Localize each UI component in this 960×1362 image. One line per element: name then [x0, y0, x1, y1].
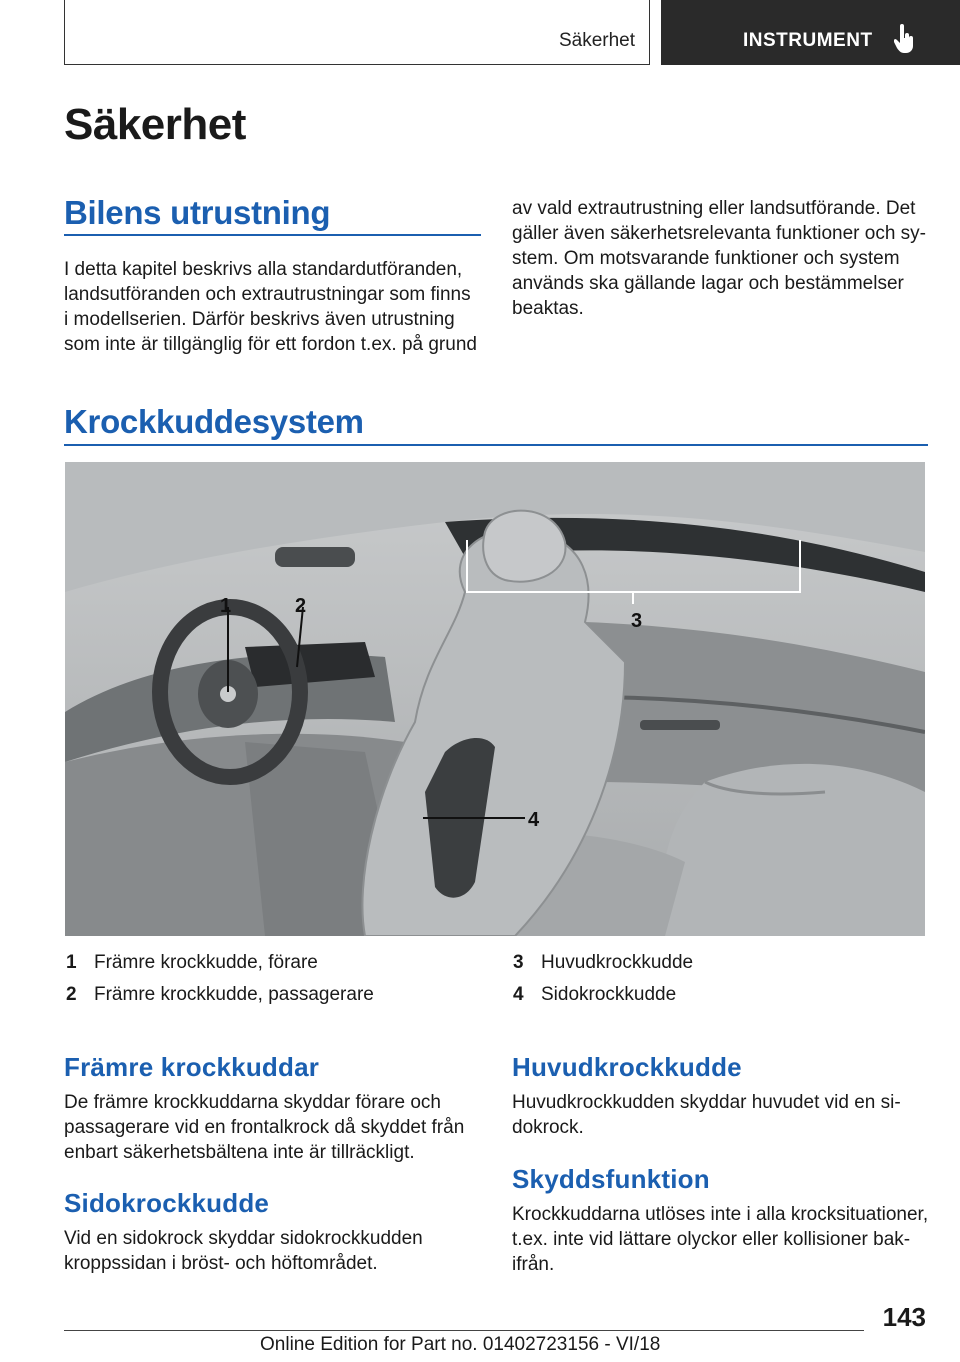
section-tab	[64, 0, 650, 65]
sido-text: Vid en sidokrock skyddar sidokrockkudden kroppssidan i bröst- och höftområdet.	[64, 1228, 423, 1274]
huvud-text: Huvudkrockkudden skyddar huvudet vid en si- dokrock.	[512, 1092, 901, 1138]
callout-3: 3	[631, 610, 643, 632]
page-title: Säkerhet	[64, 100, 246, 149]
framre-text: De främre krockkuddarna skyddar förare och passagerare vid en frontalkrock då skyddet från enbart säkerhetsbältena inte är tillräckligt.	[64, 1092, 465, 1163]
callout-4: 4	[528, 809, 540, 831]
subheading-framre: Främre krockkuddar	[64, 1052, 320, 1082]
footer-rule	[64, 1330, 864, 1331]
section-heading-bilens: Bilens utrustning	[64, 194, 331, 231]
subheading-skydd: Skyddsfunktion	[512, 1164, 710, 1194]
section-rule	[64, 234, 481, 236]
subheading-sido: Sidokrockkudde	[64, 1188, 270, 1218]
bilens-text-left: I detta kapitel beskrivs alla standardutföranden, landsutföranden och extrautrustningar som finns i modellserien. Därför beskrivs även utrustning som inte är tillgänglig för ett fordon t.ex. på grund	[64, 259, 477, 355]
chapter-tab-label: INSTRUMENT	[743, 30, 873, 51]
hand-pointer-icon	[894, 24, 916, 54]
airbag-illustration	[65, 462, 925, 936]
callout-1: 1	[220, 595, 232, 617]
edition-text: Online Edition for Part no. 01402723156 - VI/18	[260, 1334, 661, 1355]
page-number: 143	[882, 1302, 926, 1332]
callout-2: 2	[295, 595, 307, 617]
section-heading-krock: Krockkuddesystem	[64, 403, 364, 440]
bilens-text-right: av vald extrautrustning eller landsutförande. Det gäller även säkerhetsrelevanta funktioner och sy- stem. Om motsvarande funktioner och system används ska gällande lagar och bestämmelser beaktas.	[512, 198, 927, 319]
subheading-huvud: Huvudkrockkudde	[512, 1052, 742, 1082]
section-rule	[64, 444, 928, 446]
skydd-text: Krockkuddarna utlöses inte i alla krocksituationer, t.ex. inte vid lättare olyckor eller kollisioner bak- ifrån.	[512, 1204, 929, 1275]
chapter-tab	[661, 0, 960, 65]
section-tab-label: Säkerhet	[558, 30, 635, 51]
